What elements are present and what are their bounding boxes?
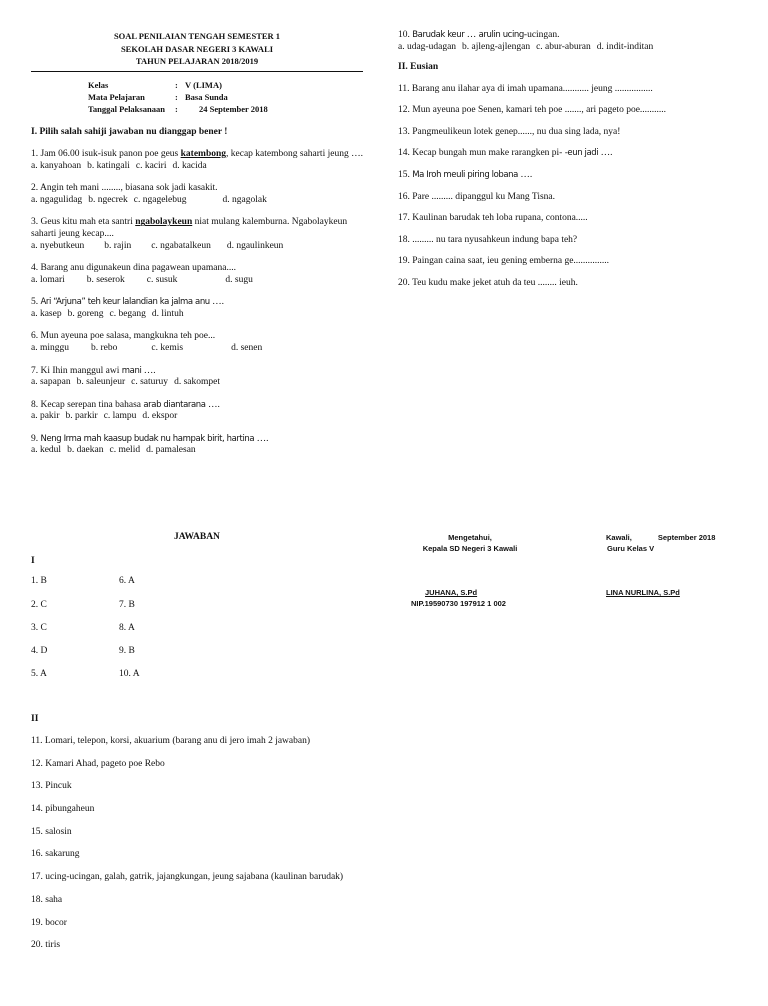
essay-question-17: 17. Kaulinan barudak teh loba rupana, contona..... bbox=[398, 213, 588, 224]
info-colon: : bbox=[175, 103, 178, 114]
sig-nip: NIP.19590730 197912 1 002 bbox=[411, 599, 506, 608]
option-c: c. kaciri bbox=[135, 160, 167, 171]
info-value: 24 September 2018 bbox=[199, 103, 268, 114]
essay-question-18: 18. ......... nu tara nyusahkeun indung bapa teh? bbox=[398, 234, 578, 245]
question-text-sans: Neng Irma mah kaasup budak nu hampak birit, hartina bbox=[40, 433, 255, 444]
answer-essay-item: 20. tiris bbox=[31, 940, 61, 951]
answer-section-1-label: I bbox=[31, 556, 35, 566]
option-c: c. saturuy bbox=[131, 377, 169, 388]
option-a: a. minggu bbox=[31, 343, 69, 354]
sig-role: Guru Kelas V bbox=[607, 544, 655, 553]
question-left-column bbox=[31, 30, 363, 457]
option-d: d. ngaulinkeun bbox=[226, 240, 284, 251]
question-tail: …. bbox=[254, 433, 269, 444]
option-c: c. kemis bbox=[151, 343, 184, 354]
section-1-title: I. Pilih salah sahiji jawaban nu dianggap bener ! bbox=[31, 126, 228, 137]
options bbox=[31, 195, 363, 207]
option-c: c. susuk bbox=[146, 274, 178, 285]
info-row-mapel bbox=[88, 91, 363, 103]
question-text: 7. Ki Ihin manggul awi bbox=[31, 365, 122, 376]
answer-item: 4. D bbox=[31, 646, 48, 656]
question-7 bbox=[31, 366, 363, 389]
key-word: katembong bbox=[180, 149, 227, 160]
sig-name: LINA NURLINA, S.Pd bbox=[606, 588, 680, 597]
option-a: a. lomari bbox=[31, 274, 65, 285]
question-text: 14. Kecap bungah mun make rarangken pi- bbox=[398, 148, 565, 159]
question-3 bbox=[31, 217, 363, 252]
answer-item: 3. C bbox=[31, 623, 47, 633]
question-text-sans: arulin ucing bbox=[478, 30, 524, 40]
info-label: Tanggal Pelaksanaan bbox=[88, 103, 165, 114]
question-text-sans: Barudak keur bbox=[412, 30, 465, 40]
info-colon: : bbox=[175, 91, 178, 102]
option-b: b. saleunjeur bbox=[76, 377, 126, 388]
question-5 bbox=[31, 297, 363, 320]
essay-question-12: 12. Mun ayeuna poe Senen, kamari teh poe ......., ari pageto poe........... bbox=[398, 105, 667, 116]
option-b: b. rajin bbox=[104, 240, 132, 251]
sig-name: JUHANA, S.Pd bbox=[425, 588, 478, 597]
signature-headmaster bbox=[410, 532, 530, 554]
option-a: a. ngagulidag bbox=[31, 194, 83, 205]
question-tail: …. bbox=[141, 365, 156, 376]
option-c: c. lampu bbox=[103, 411, 137, 422]
options bbox=[31, 445, 363, 457]
option-a: a. sapapan bbox=[31, 377, 71, 388]
option-d: d. ngagolak bbox=[222, 194, 267, 205]
signature-headmaster-name bbox=[411, 587, 551, 609]
options bbox=[31, 161, 363, 173]
question-text-sans: Ma Iroh meuli piring lobana bbox=[412, 170, 518, 181]
question-text: 8. Kecap serepan tina bahasa bbox=[31, 399, 144, 410]
sig-label: Mengetahui, bbox=[448, 533, 492, 542]
question-text-sans: Ari “Arjuna” teh keur lalandian ka jalma anu bbox=[40, 297, 210, 308]
info-value: V (LIMA) bbox=[185, 79, 222, 90]
info-colon: : bbox=[175, 79, 178, 90]
question-9 bbox=[31, 434, 363, 457]
sig-place: Kawali, bbox=[606, 533, 632, 542]
question-tail: …. bbox=[598, 148, 613, 159]
option-d: d. kacida bbox=[172, 160, 207, 171]
options bbox=[31, 377, 363, 389]
essay-question-16: 16. Pare ......... dipanggul ku Mang Tisna. bbox=[398, 191, 556, 202]
essay-question-11: 11. Barang anu ilahar aya di imah upamana........... jeung ................ bbox=[398, 83, 653, 94]
question-text: 4. Barang anu digunakeun dina pagawean upamana.... bbox=[31, 263, 236, 274]
option-d: d. sakompet bbox=[174, 377, 220, 388]
question-1 bbox=[31, 149, 363, 172]
question-8 bbox=[31, 400, 363, 423]
option-d: d. indit-inditan bbox=[596, 41, 654, 52]
option-b: b. goreng bbox=[67, 308, 104, 319]
sig-role: Kepala SD Negeri 3 Kawali bbox=[422, 544, 518, 553]
option-c: c. abur-aburan bbox=[536, 41, 591, 52]
exam-info bbox=[88, 79, 363, 115]
question-tail: …. bbox=[517, 170, 533, 181]
option-a: a. kedul bbox=[31, 445, 62, 456]
info-value: Basa Sunda bbox=[185, 91, 228, 102]
option-b: b. ajleng-ajlengan bbox=[462, 41, 531, 52]
answer-item: 9. B bbox=[119, 646, 135, 656]
answer-item: 5. A bbox=[31, 669, 47, 679]
answer-essay-item: 19. bocor bbox=[31, 917, 67, 928]
options bbox=[398, 42, 743, 54]
info-row-kelas bbox=[88, 79, 363, 91]
option-d: d. ekspor bbox=[142, 411, 178, 422]
answer-key-mc bbox=[31, 576, 251, 686]
signature-teacher-name bbox=[606, 587, 746, 598]
option-c: c. melid bbox=[109, 445, 141, 456]
question-text: 5. bbox=[31, 297, 41, 308]
info-label: Mata Pelajaran bbox=[88, 91, 145, 102]
question-text: 1. Jam 06.00 isuk-isuk panon poe geus bbox=[31, 149, 181, 160]
question-6 bbox=[31, 331, 363, 354]
option-b: b. seserok bbox=[86, 274, 125, 285]
question-text-sans: arab diantarana bbox=[143, 399, 206, 410]
question-text: , kecap katembong saharti jeung …. bbox=[226, 149, 363, 160]
answer-essay-item: 12. Kamari Ahad, pageto poe Rebo bbox=[31, 758, 165, 769]
info-row-tanggal bbox=[88, 103, 363, 115]
answer-essay-item: 17. ucing-ucingan, galah, gatrik, jajangkungan, jeung sajabana (kaulinan barudak) bbox=[31, 872, 344, 883]
answer-item: 10. A bbox=[119, 669, 140, 679]
answer-essay-item: 16. sakarung bbox=[31, 849, 80, 860]
sig-date: September 2018 bbox=[657, 533, 716, 542]
question-right-column bbox=[398, 30, 743, 290]
header-line-2: SEKOLAH DASAR NEGERI 3 KAWALI bbox=[120, 43, 274, 54]
question-text: 15. bbox=[398, 170, 413, 181]
option-c: c. begang bbox=[109, 308, 146, 319]
sig-place-date bbox=[606, 532, 746, 543]
option-a: a. nyebutkeun bbox=[31, 240, 85, 251]
question-text: niat mulang kalemburna. Ngabolaykeun saharti jeung kecap.... bbox=[31, 217, 348, 239]
answer-essay-item: 11. Lomari, telepon, korsi, akuarium (barang anu di jero imah 2 jawaban) bbox=[31, 736, 311, 746]
question-text: 9. bbox=[31, 433, 41, 444]
option-c: c. ngagelebug bbox=[133, 194, 187, 205]
essay-question-15 bbox=[398, 170, 743, 182]
question-4 bbox=[31, 263, 363, 286]
options bbox=[31, 275, 363, 287]
exam-header bbox=[31, 30, 363, 68]
answer-essay-item: 14. pibungaheun bbox=[31, 804, 95, 815]
option-a: a. kasep bbox=[31, 308, 62, 319]
question-tail: …. bbox=[205, 399, 220, 410]
answer-item: 2. C bbox=[31, 600, 47, 610]
options bbox=[31, 309, 363, 321]
option-d: d. senen bbox=[231, 343, 263, 354]
option-b: b. rebo bbox=[91, 343, 118, 354]
option-b: b. parkir bbox=[65, 411, 98, 422]
option-d: d. pamalesan bbox=[146, 445, 196, 456]
options bbox=[31, 411, 363, 423]
option-a: a. udag-udagan bbox=[398, 41, 457, 52]
answer-item: 6. A bbox=[119, 576, 135, 586]
answer-key-title: JAWABAN bbox=[174, 532, 220, 542]
header-divider bbox=[31, 71, 363, 72]
header-line-1: SOAL PENILAIAN TENGAH SEMESTER 1 bbox=[113, 31, 281, 41]
question-text: 2. Angin teh mani ........, biasana sok jadi kasakit. bbox=[31, 183, 218, 194]
question-text-sans: mani bbox=[121, 365, 142, 376]
option-a: a. pakir bbox=[31, 411, 60, 422]
question-tail: …. bbox=[209, 297, 225, 308]
answer-essay-item: 13. Pincuk bbox=[31, 781, 72, 792]
option-b: b. ngecrek bbox=[88, 194, 128, 205]
option-d: d. sugu bbox=[225, 274, 253, 285]
key-word: ngabolaykeun bbox=[135, 217, 193, 228]
signature-teacher bbox=[606, 532, 746, 554]
option-b: b. katingali bbox=[87, 160, 130, 171]
question-10: 10. Barudak keur … arulin ucing-ucingan. a. udag-udagan b. ajleng-ajlengan c. abur-aburan d. indit-inditan bbox=[398, 30, 743, 53]
question-text: 3. Geus kitu mah eta santri bbox=[31, 217, 136, 228]
essay-question-19: 19. Paingan caina saat, ieu gening emberna ge............... bbox=[398, 256, 610, 267]
question-text: 6. Mun ayeuna poe salasa, mangkukna teh poe... bbox=[31, 331, 216, 342]
header-line-3: TAHUN PELAJARAN 2018/2019 bbox=[135, 56, 259, 66]
option-b: b. daekan bbox=[67, 445, 104, 456]
options bbox=[31, 343, 363, 355]
answer-item: 1. B bbox=[31, 576, 47, 586]
options bbox=[31, 241, 363, 253]
essay-question-14 bbox=[398, 148, 743, 160]
info-label: Kelas bbox=[88, 79, 109, 90]
option-d: d. lintuh bbox=[151, 308, 184, 319]
answer-section-2-label: II bbox=[31, 714, 39, 724]
answer-item: 8. A bbox=[119, 623, 135, 633]
question-text: -ucingan. bbox=[523, 30, 560, 40]
option-c: c. ngabatalkeun bbox=[151, 240, 211, 251]
answer-essay-item: 15. salosin bbox=[31, 826, 72, 837]
essay-question-20: 20. Teu kudu make jeket atuh da teu ........ ieuh. bbox=[398, 277, 578, 288]
answer-item: 7. B bbox=[119, 600, 135, 610]
question-2 bbox=[31, 183, 363, 206]
section-2-title: II. Eusian bbox=[398, 62, 439, 73]
answer-essay-item: 18. saha bbox=[31, 894, 63, 905]
answer-key-essay bbox=[31, 736, 451, 963]
question-text: … bbox=[464, 30, 479, 40]
essay-question-13: 13. Pangmeulikeun lotek genep......, nu dua sing lada, nya! bbox=[398, 126, 621, 137]
option-a: a. kanyahoan bbox=[31, 160, 82, 171]
question-text-sans: -eun jadi bbox=[564, 148, 599, 159]
